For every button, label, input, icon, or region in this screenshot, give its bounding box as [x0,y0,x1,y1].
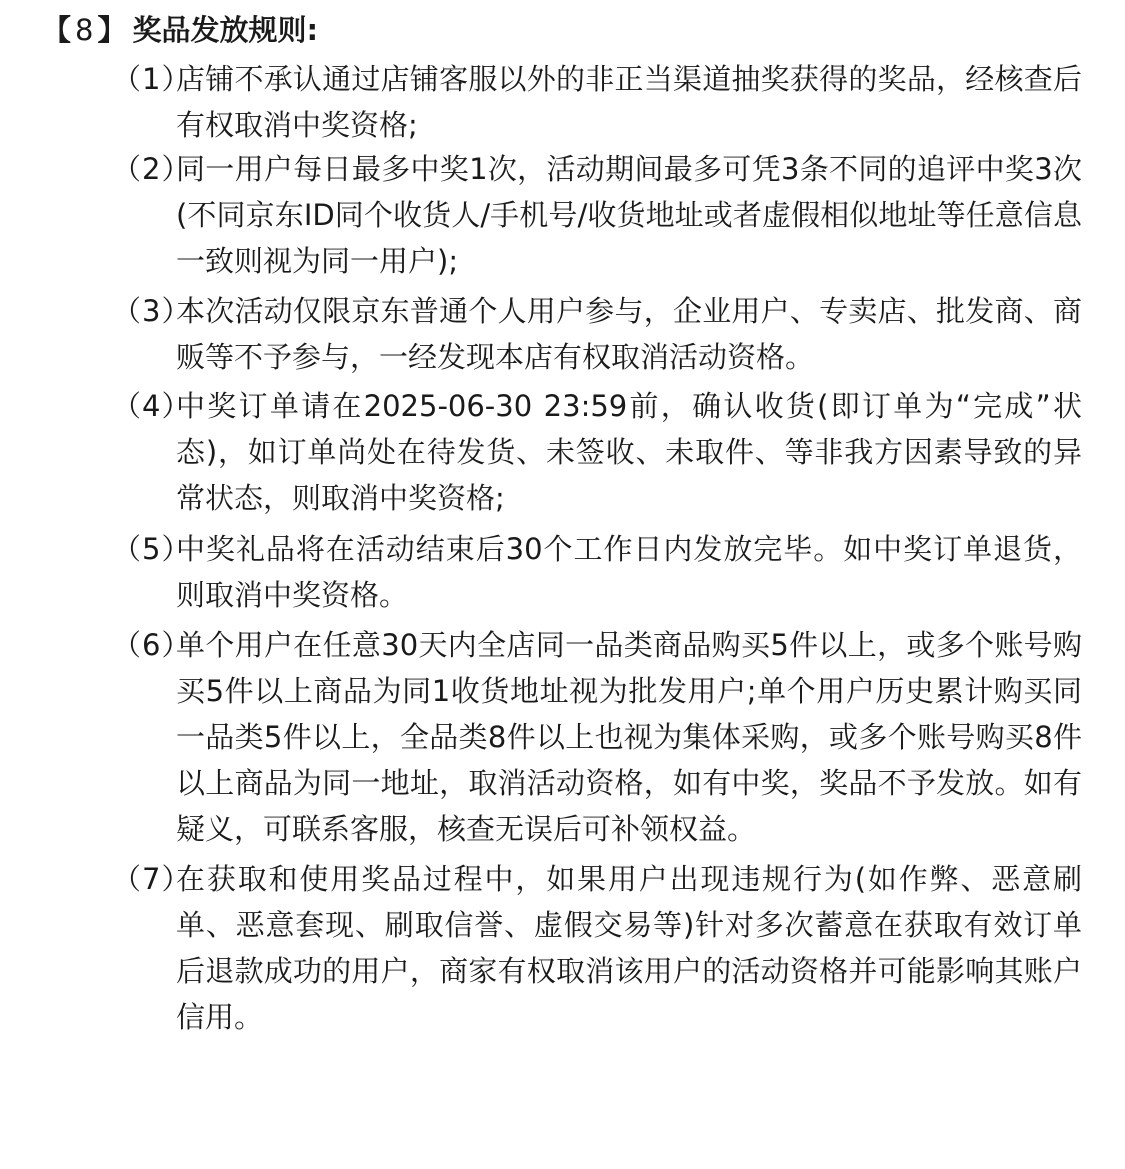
rule-marker: （3） [112,294,192,328]
rule-item-2 [112,146,1082,284]
rule-marker: （4） [112,389,192,423]
section-heading [42,8,318,52]
rule-item-6 [112,622,1082,852]
rule-marker: （5） [112,532,192,566]
rule-text: 中奖礼品将在活动结束后30个工作日内发放完毕。如中奖订单退货，则取消中奖资格。 [176,532,1082,612]
rule-item-4 [112,383,1082,521]
rule-marker: （7） [112,862,192,896]
rule-item-3 [112,288,1082,380]
rule-marker: （1） [112,62,192,96]
rule-text: 本次活动仅限京东普通个人用户参与，企业用户、专卖店、批发商、商贩等不予参与，一经发现本店有权取消活动资格。 [176,294,1082,374]
rule-item-7 [112,856,1082,1040]
rule-marker: （6） [112,628,192,662]
section-number: 8 [75,13,94,47]
heading-close-bracket: 】 [97,13,127,47]
rule-text: 在获取和使用奖品过程中，如果用户出现违规行为(如作弊、恶意刷单、恶意套现、刷取信誉、虚假交易等)针对多次蓄意在获取有效订单后退款成功的用户，商家有权取消该用户的活动资格并可能影响其账户信用。 [176,862,1082,1034]
rule-text: 店铺不承认通过店铺客服以外的非正当渠道抽奖获得的奖品，经核查后有权取消中奖资格; [176,62,1082,142]
heading-open-bracket: 【 [42,13,72,47]
rule-item-5 [112,526,1082,618]
rule-marker: （2） [112,152,192,186]
section-title: 奖品发放规则: [132,13,319,47]
rule-text: 中奖订单请在2025-06-30 23:59前，确认收货(即订单为“完成”状态)，如订单尚处在待发货、未签收、未取件、等非我方因素导致的异常状态，则取消中奖资格; [176,389,1082,515]
rule-text: 单个用户在任意30天内全店同一品类商品购买5件以上，或多个账号购买5件以上商品为同1收货地址视为批发用户;单个用户历史累计购买同一品类5件以上，全品类8件以上也视为集体采购，或多个账号购买8件以上商品为同一地址，取消活动资格，如有中奖，奖品不予发放。如有疑义，可联系客服，核查无误后可补领权益。 [176,628,1082,846]
rule-text: 同一用户每日最多中奖1次，活动期间最多可凭3条不同的追评中奖3次(不同京东ID同个收货人/手机号/收货地址或者虚假相似地址等任意信息一致则视为同一用户); [176,152,1082,278]
rule-item-1 [112,56,1082,148]
